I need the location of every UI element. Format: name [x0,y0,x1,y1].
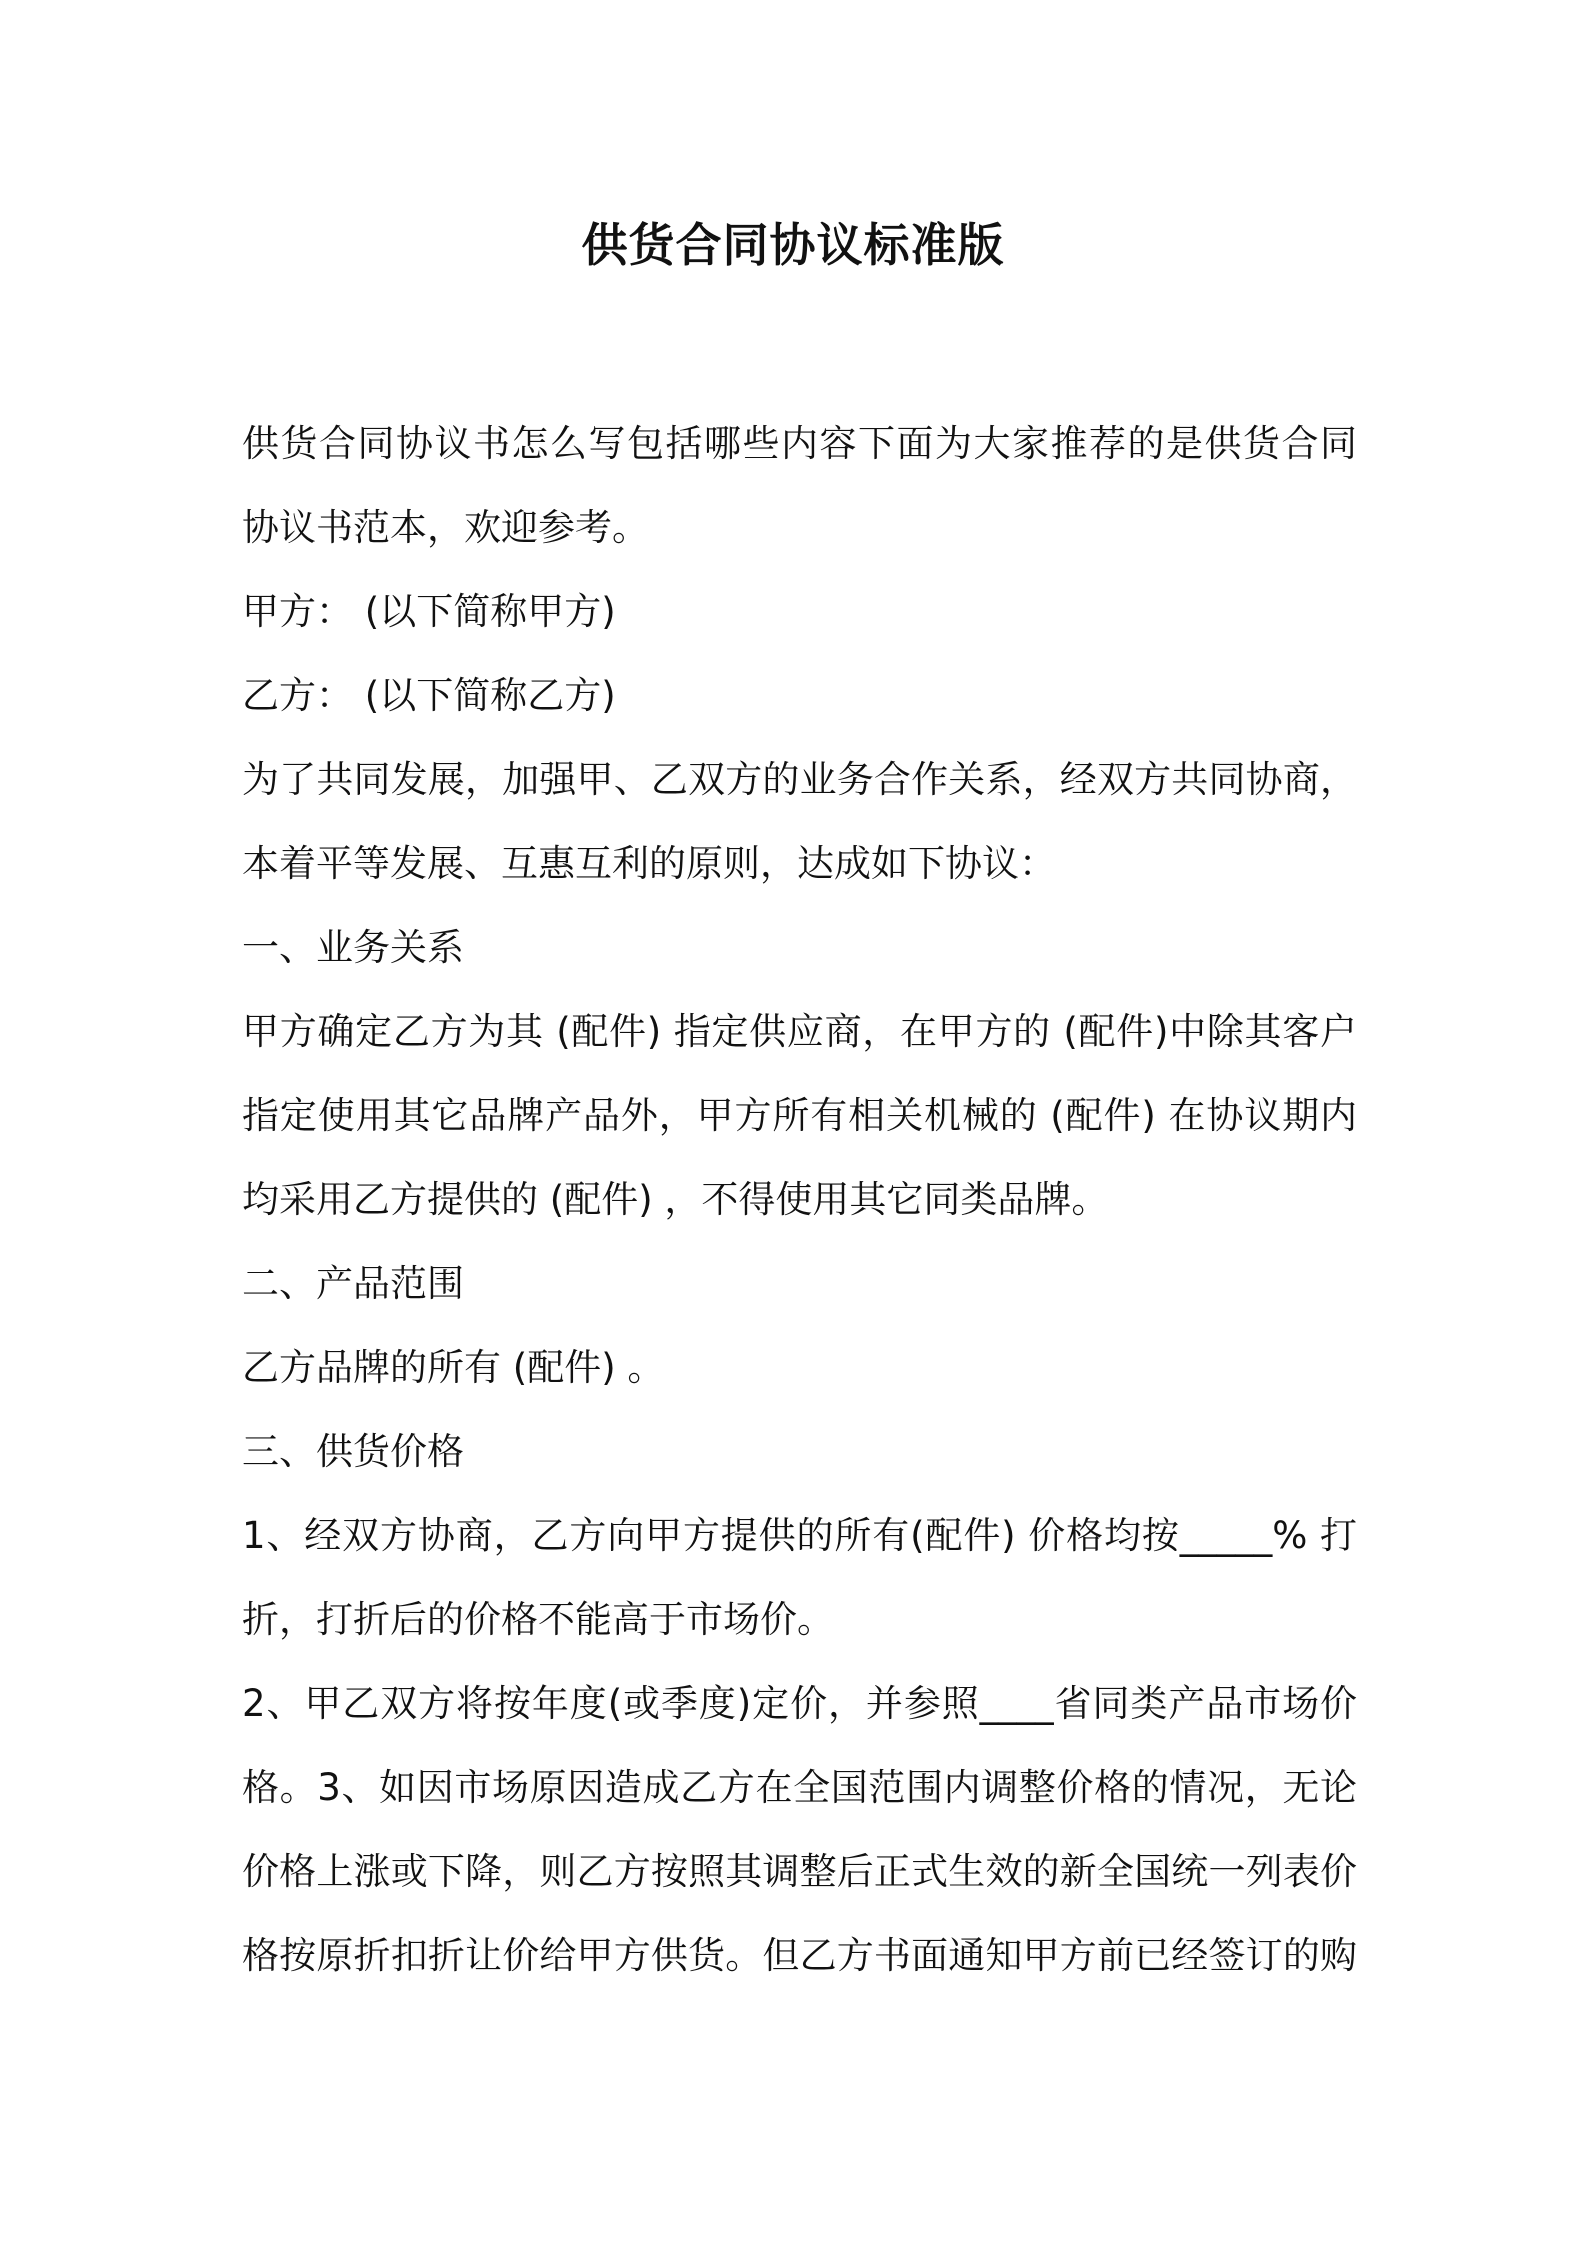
section-heading-2: 二、产品范围 [242,1262,464,1305]
section-3-line-2: 折，打折后的价格不能高于市场价。 [242,1598,834,1641]
section-3-line-5: 价格上涨或下降，则乙方按照其调整后正式生效的新全国统一列表价 [242,1850,1357,1893]
preamble-line-2: 本着平等发展、互惠互利的原则，达成如下协议： [242,842,1056,885]
section-heading-3: 三、供货价格 [242,1430,464,1473]
section-1-line-1: 甲方确定乙方为其 (配件) 指定供应商，在甲方的 (配件)中除其客户 [242,1010,1357,1053]
section-2-line-1: 乙方品牌的所有 (配件) 。 [242,1346,665,1389]
section-1-line-2: 指定使用其它品牌产品外，甲方所有相关机械的 (配件) 在协议期内 [242,1094,1357,1137]
preamble-line-1: 为了共同发展，加强甲、乙双方的业务合作关系，经双方共同协商， [242,758,1357,801]
section-3-line-1: 1、经双方协商，乙方向甲方提供的所有(配件) 价格均按_____% 打 [242,1514,1357,1557]
section-3-line-6: 格按原折扣折让价给甲方供货。但乙方书面通知甲方前已经签订的购 [242,1934,1357,1977]
section-heading-1: 一、业务关系 [242,926,464,969]
section-3-line-4: 格。3、如因市场原因造成乙方在全国范围内调整价格的情况，无论 [242,1766,1357,1809]
party-a-line: 甲方： (以下简称甲方) [242,590,616,633]
party-b-line: 乙方： (以下简称乙方) [242,674,616,717]
intro-line-1: 供货合同协议书怎么写包括哪些内容下面为大家推荐的是供货合同 [242,422,1357,465]
intro-line-2: 协议书范本，欢迎参考。 [242,506,649,549]
section-3-line-3: 2、甲乙双方将按年度(或季度)定价，并参照____省同类产品市场价 [242,1682,1357,1725]
section-1-line-3: 均采用乙方提供的 (配件) ，不得使用其它同类品牌。 [242,1178,1109,1221]
document-title: 供货合同协议标准版 [581,218,1005,272]
document-body [242,402,1357,1998]
